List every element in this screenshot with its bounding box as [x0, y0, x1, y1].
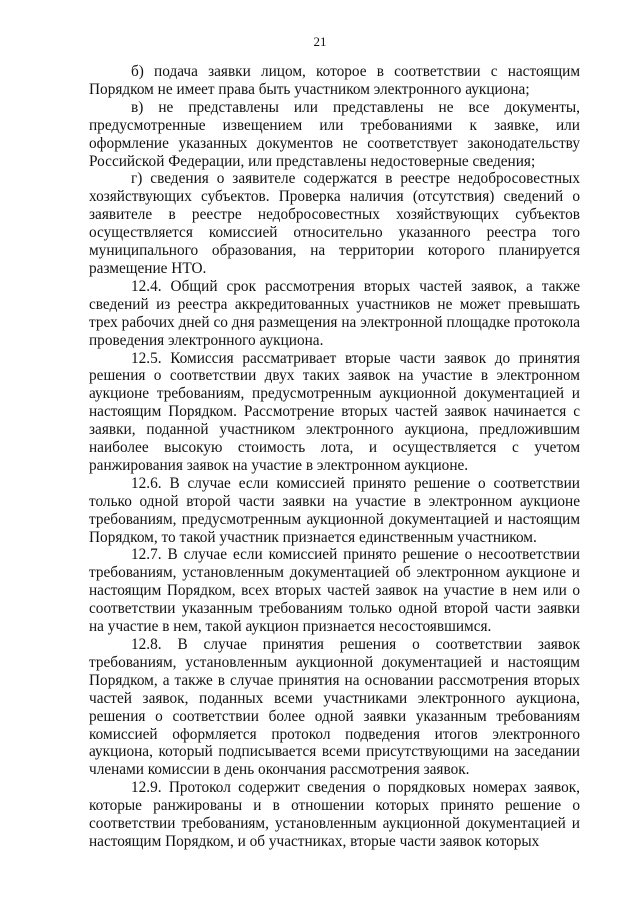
paragraph-item-g: г) сведения о заявителе содержатся в реестре недобросовестных хозяйствующих субъектов. Проверка наличия (отсутствия) сведений о заявителе в реестре недобросовестных хозяйствующих субъектов осуществляется комиссией относительно указанного реестра того муниципального образования, на территории которого планируется размещение НТО.	[89, 170, 580, 277]
paragraph-12-8: 12.8. В случае принятия решения о соответствии заявок требованиям, установленным аукционной документацией и настоящим Порядком, а также в случае принятия на основании рассмотрения вторых частей заявок, поданных всеми участниками электронного аукциона, решения о соответствии более одной заявки указанным требованиям комиссией оформляется протокол подведения итогов электронного аукциона, который подписывается всеми присутствующими на заседании членами комиссии в день окончания рассмотрения заявок.	[89, 636, 580, 779]
paragraph-12-6: 12.6. В случае если комиссией принято решение о соответствии только одной второй части заявки на участие в электронном аукционе требованиям, предусмотренным аукционной документацией и настоящим Порядком, то такой участник признается единственным участником.	[89, 474, 580, 546]
paragraph-12-7: 12.7. В случае если комиссией принято решение о несоответствии требованиям, установленным документацией об электронном аукционе и настоящим Порядком, всех вторых частей заявок на участие в нем или о соответствии указанным требованиям только одной второй части заявки на участие в нем, такой аукцион признается несостоявшимся.	[89, 546, 580, 636]
paragraph-item-b: б) подача заявки лицом, которое в соответствии с настоящим Порядком не имеет права быть участником электронного аукциона;	[89, 63, 580, 98]
body-text	[89, 63, 580, 851]
paragraph-12-5: 12.5. Комиссия рассматривает вторые части заявок до принятия решения о соответствии двух таких заявок на участие в электронном аукционе требованиям, предусмотренным аукционной документацией и настоящим Порядком. Рассмотрение вторых частей заявок начинается с заявки, поданной участником электронного аукциона, предложившим наиболее высокую стоимость лота, и осуществляется с учетом ранжирования заявок на участие в электронном аукционе.	[89, 349, 580, 474]
paragraph-12-9: 12.9. Протокол содержит сведения о порядковых номерах заявок, которые ранжированы и в отношении которых принято решение о соответствии требованиям, установленным аукционной документацией и настоящим Порядком, и об участниках, вторые части заявок которых	[89, 779, 580, 850]
paragraph-item-v: в) не представлены или представлены не все документы, предусмотренные извещением или требованиями к заявке, или оформление указанных документов не соответствует законодательству Российской Федерации, или представлены недостоверные сведения;	[89, 98, 580, 170]
page-number: 21	[313, 34, 327, 49]
paragraph-12-4: 12.4. Общий срок рассмотрения вторых частей заявок, а также сведений из реестра аккредитованных участников не может превышать трех рабочих дней со дня размещения на электронной площадке протокола проведения электронного аукциона.	[89, 277, 580, 349]
